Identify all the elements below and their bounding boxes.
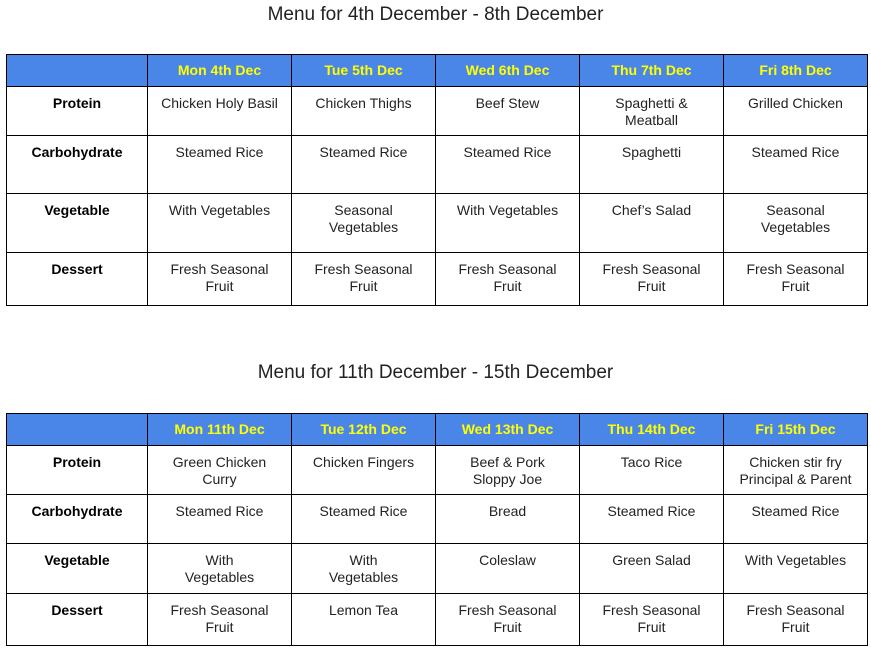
menu-cell: Beef & Pork Sloppy Joe — [436, 446, 580, 495]
row-label: Dessert — [7, 594, 148, 646]
day-header: Thu 7th Dec — [580, 55, 724, 87]
header-row — [7, 55, 868, 87]
day-header: Wed 13th Dec — [436, 414, 580, 446]
day-header: Mon 4th Dec — [148, 55, 292, 87]
menu-cell: Seasonal Vegetables — [724, 194, 868, 253]
header-row — [7, 414, 868, 446]
day-header: Mon 11th Dec — [148, 414, 292, 446]
table-row-carbohydrate — [7, 495, 868, 544]
menu-cell: Fresh Seasonal Fruit — [436, 253, 580, 306]
menu-cell: Spaghetti — [580, 136, 724, 194]
menu-cell: Lemon Tea — [292, 594, 436, 646]
menu-cell: Steamed Rice — [580, 495, 724, 544]
table-row-vegetable — [7, 194, 868, 253]
row-label: Protein — [7, 87, 148, 136]
menu-cell: Fresh Seasonal Fruit — [148, 253, 292, 306]
menu-cell: With Vegetables — [148, 194, 292, 253]
menu-cell: Seasonal Vegetables — [292, 194, 436, 253]
menu-cell: Steamed Rice — [292, 495, 436, 544]
row-label: Dessert — [7, 253, 148, 306]
table-row-dessert — [7, 253, 868, 306]
day-header: Fri 15th Dec — [724, 414, 868, 446]
menu-cell: Grilled Chicken — [724, 87, 868, 136]
menu-cell: Fresh Seasonal Fruit — [724, 253, 868, 306]
menu-cell: With Vegetables — [148, 544, 292, 594]
menu-cell: Green Chicken Curry — [148, 446, 292, 495]
menu-cell: Fresh Seasonal Fruit — [148, 594, 292, 646]
table-row-dessert — [7, 594, 868, 646]
table-row-carbohydrate — [7, 136, 868, 194]
menu-cell: Chicken stir fry Principal & Parent — [724, 446, 868, 495]
menu-cell: Spaghetti & Meatball — [580, 87, 724, 136]
menu-cell: Steamed Rice — [724, 495, 868, 544]
menu-cell: Steamed Rice — [436, 136, 580, 194]
menu-cell: With Vegetables — [292, 544, 436, 594]
table-row-vegetable — [7, 544, 868, 594]
menu-cell: Fresh Seasonal Fruit — [292, 253, 436, 306]
menu-cell: Taco Rice — [580, 446, 724, 495]
menu-cell: Fresh Seasonal Fruit — [436, 594, 580, 646]
menu-cell: Green Salad — [580, 544, 724, 594]
row-label: Carbohydrate — [7, 136, 148, 194]
menu-cell: With Vegetables — [436, 194, 580, 253]
row-label: Carbohydrate — [7, 495, 148, 544]
table-row-protein — [7, 87, 868, 136]
menu-cell: Fresh Seasonal Fruit — [580, 594, 724, 646]
row-label: Vegetable — [7, 194, 148, 253]
menu-cell: Bread — [436, 495, 580, 544]
day-header: Wed 6th Dec — [436, 55, 580, 87]
menu-cell: Steamed Rice — [148, 136, 292, 194]
menu-cell: Chicken Holy Basil — [148, 87, 292, 136]
menu-table-week-1 — [6, 54, 868, 306]
table-row-protein — [7, 446, 868, 495]
menu-cell: Coleslaw — [436, 544, 580, 594]
menu-cell: Fresh Seasonal Fruit — [580, 253, 724, 306]
day-header: Tue 12th Dec — [292, 414, 436, 446]
header-corner-cell — [7, 55, 148, 87]
day-header: Thu 14th Dec — [580, 414, 724, 446]
menu-cell: Chicken Fingers — [292, 446, 436, 495]
menu-cell: Chicken Thighs — [292, 87, 436, 136]
menu-table-week-2 — [6, 413, 868, 646]
menu-title-week-2: Menu for 11th December - 15th December — [257, 362, 614, 383]
menu-cell: Chef’s Salad — [580, 194, 724, 253]
menu-title-week-1: Menu for 4th December - 8th December — [267, 4, 604, 25]
row-label: Vegetable — [7, 544, 148, 594]
menu-cell: Fresh Seasonal Fruit — [724, 594, 868, 646]
row-label: Protein — [7, 446, 148, 495]
header-corner-cell — [7, 414, 148, 446]
day-header: Tue 5th Dec — [292, 55, 436, 87]
day-header: Fri 8th Dec — [724, 55, 868, 87]
menu-cell: With Vegetables — [724, 544, 868, 594]
menu-cell: Steamed Rice — [292, 136, 436, 194]
menu-cell: Steamed Rice — [148, 495, 292, 544]
menu-cell: Steamed Rice — [724, 136, 868, 194]
menu-cell: Beef Stew — [436, 87, 580, 136]
